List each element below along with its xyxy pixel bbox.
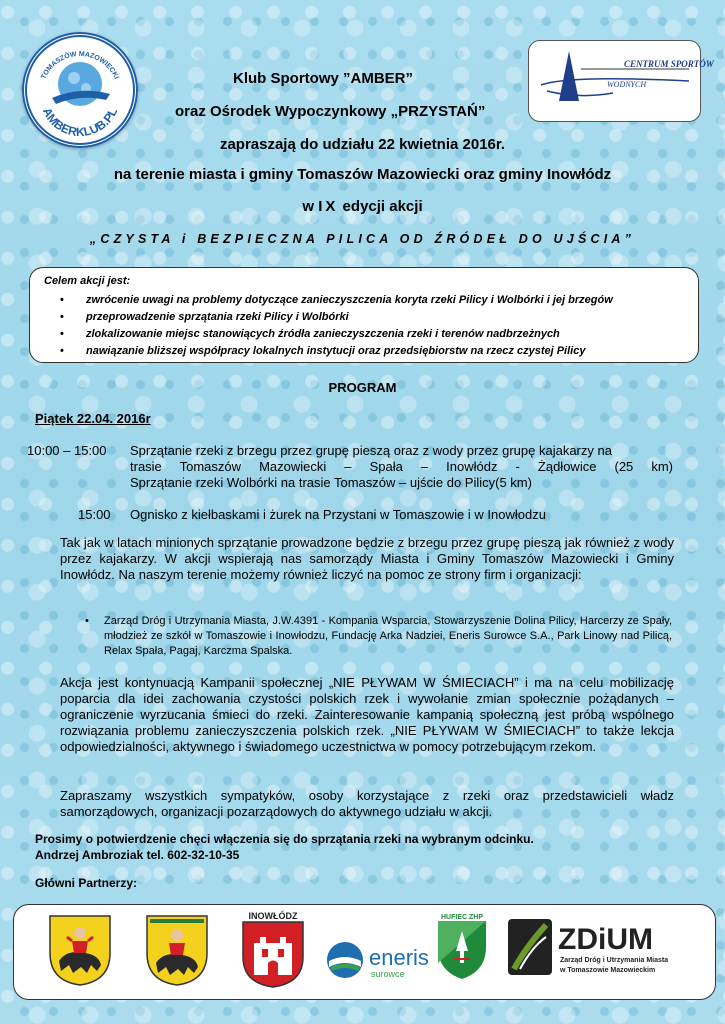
zdium-line2: w Tomaszowie Mazowieckim xyxy=(560,967,656,974)
aim-item xyxy=(46,309,613,326)
support-organizations: Zarząd Dróg i Utrzymania Miasta, J.W.4391 - Kompania Wsparcia, Stowarzyszenie Dolina Pilicy, Harcerzy ze Spały, młodzież ze szkół w Tomaszowie i Inowłodzu, Fundację Arka Nadziei, Eneris Surowce S.A., Park Linowy nad Pilicą, Relax Spała, Pagaj, Karczma Spalska. xyxy=(104,615,672,657)
contact-person: Andrzej Ambroziak tel. 602-32-10-35 xyxy=(35,848,240,862)
eneris-name: eneris xyxy=(369,945,429,970)
centrum-logo-line2: WODNYCH xyxy=(607,80,647,89)
bullet-icon: • xyxy=(60,311,64,323)
aims-list xyxy=(46,292,613,360)
centrum-logo-graphic xyxy=(529,41,714,121)
centrum-sportow-wodnych-logo xyxy=(528,40,714,122)
inowlodz-label: INOWŁÓDZ xyxy=(248,911,298,921)
body-paragraph-2: Akcja jest kontynuacją Kampanii społecznej „NIE PŁYWAM W ŚMIECIACH” i ma na celu mobilizację poparcia dla idei zachowania czystości polskich rzek i wywołanie zmian społecznie pożądanych – ograniczenie wyrzucania śmieci do rzeki. Zainteresowanie kampanią społeczną jest próbą wspólnego rozwiązania problemu zanieczyszczenia polskich rzek. „NIE PŁYWAM W ŚMIECIACH” to także lekcja odpowiedzialności, aktywnego i świadomego uczestnictwa w pomocy potrzebującym rzekom. xyxy=(60,675,674,754)
program-desc-1-line1: Sprzątanie rzeki z brzegu przez grupę pieszą oraz z wody przez grupę kajakarzy na xyxy=(130,443,612,458)
aim-text: zwrócenie uwagi na problemy dotyczące zanieczyszczenia koryta rzeki Pilicy i Wolbórki i jej brzegów xyxy=(86,294,613,306)
zdium-logo xyxy=(506,917,686,977)
body-paragraph-1: Tak jak w latach minionych sprzątanie prowadzone będzie z brzegu przez grupę pieszą jak również z wody przez kajakarzy. W akcji wspierają nas samorządy Miasta i Gminy Tomaszów Mazowiecki i Gminy Inowłódz. Na naszym terenie możemy również liczyć na pomoc ze strony firm i organizacji: xyxy=(60,535,674,582)
amber-logo-graphic xyxy=(22,32,138,148)
amber-logo-bottom-text: AMBERKLUB.PL xyxy=(39,105,121,140)
amber-club-logo xyxy=(22,32,138,148)
zdium-line1: Zarząd Dróg i Utrzymania Miasta xyxy=(560,957,669,964)
partners-box xyxy=(13,904,716,1000)
header-edition-number: IX xyxy=(318,198,339,215)
confirmation-request: Prosimy o potwierdzenie chęci włączenia się do sprzątania rzeki na wybranym odcinku. xyxy=(35,832,534,846)
header-line-5-suffix: edycji akcji xyxy=(338,198,423,215)
bullet-icon: • xyxy=(60,294,64,306)
centrum-logo-line1: CENTRUM SPORTÓW xyxy=(624,59,714,69)
aim-item xyxy=(46,343,613,360)
hufiec-zhp-logo xyxy=(434,911,490,981)
aim-text: przeprowadzenie sprzątania rzeki Pilicy i Wolbórki xyxy=(86,311,349,323)
header-line-1: Klub Sportowy ”AMBER” xyxy=(233,70,413,87)
program-desc-1-line2: trasie Tomaszów Mazowiecki – Spała – Inowłódz - Żądłowice (25 km) xyxy=(130,459,673,474)
aim-text: nawiązanie bliższej współpracy lokalnych instytucji oraz przedsiębiorstw na rzecz czystej Pilicy xyxy=(86,345,586,357)
svg-text:AMBERKLUB.PL xyxy=(40,105,120,139)
program-day: Piątek 22.04. 2016r xyxy=(35,411,151,426)
inowlodz-coat-of-arms xyxy=(240,909,306,989)
header-line-5-prefix: w xyxy=(302,198,319,215)
header-line-4: na terenie miasta i gminy Tomaszów Mazowiecki oraz gminy Inowłódz xyxy=(113,166,612,183)
eneris-subtitle: surowce xyxy=(371,969,405,979)
aims-box xyxy=(29,267,699,363)
bullet-icon: • xyxy=(85,615,89,627)
eneris-logo xyxy=(325,939,445,981)
hufiec-label: HUFIEC ZHP xyxy=(441,914,483,921)
campaign-slogan: „CZYSTA i BEZPIECZNA PILICA OD ŹRÓDEŁ DO UJŚCIA” xyxy=(89,232,636,246)
program-desc-1-line3: Sprzątanie rzeki Wolbórki na trasie Tomaszów – ujście do Pilicy(5 km) xyxy=(130,475,532,490)
partners-title: Główni Partnerzy: xyxy=(35,876,138,890)
aim-item xyxy=(46,326,613,343)
zdium-name: ZDiUM xyxy=(558,923,653,956)
tomaszow-county-coat-of-arms xyxy=(144,913,210,987)
program-time-2: 15:00 xyxy=(78,507,111,522)
bullet-icon: • xyxy=(60,345,64,357)
program-title: PROGRAM xyxy=(328,380,397,395)
aims-title: Celem akcji jest: xyxy=(44,275,131,287)
program-desc-1 xyxy=(130,443,673,491)
tomaszow-city-coat-of-arms xyxy=(47,913,113,987)
header-line-5 xyxy=(0,198,725,215)
header-line-3: zapraszają do udziału 22 kwietnia 2016r. xyxy=(219,136,506,153)
program-time-1: 10:00 – 15:00 xyxy=(27,443,107,458)
body-paragraph-3: Zapraszamy wszystkich sympatyków, osoby korzystające z rzeki oraz przedstawicieli władz samorządowych, organizacji pozarządowych do aktywnego udziału w akcji. xyxy=(60,788,674,819)
header-line-2: oraz Ośrodek Wypoczynkowy „PRZYSTAŃ” xyxy=(175,103,486,120)
program-desc-2: Ognisko z kiełbaskami i żurek na Przystani w Tomaszowie i w Inowłodzu xyxy=(130,507,546,522)
amber-logo-top-text: TOMASZÓW MAZOWIECKI xyxy=(40,50,120,81)
bullet-icon: • xyxy=(60,328,64,340)
aim-item xyxy=(46,292,613,309)
aim-text: zlokalizowanie miejsc stanowiących źródła zanieczyszczenia rzeki i terenów nadbrzeżnych xyxy=(86,328,560,340)
